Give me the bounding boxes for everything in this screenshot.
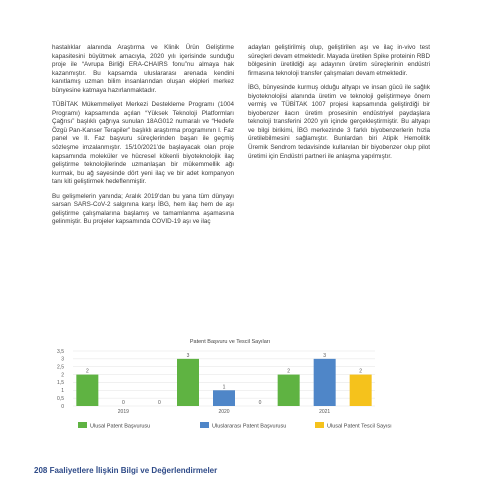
bar (177, 359, 199, 406)
left-text-column (52, 44, 234, 233)
paragraph: TÜBİTAK Mükemmeliyet Merkezi Destekleme Programı (1004 Programı) kapsamında açılan “Yüksek Teknoloji Platformları Çağrısı” başlıklı çağrıya sunulan 18AG012 numaralı ve “Hedefe Özgü Pan-Kanser Terapiler” başlıklı araştırma programının I. Faz panel ve II. Faz başvuru süreçlerinden başarı ile geçmiş sözleşme imzalanmıştır. 15/10/2021’de başlayacak olan proje kapsamında moleküler ve hücresel kökenli biyoteknolojik ilaç geliştirme teknolojilerinde uzmanlaşan bir mükemmellik ağı kurmak, bu ağ sayesinde dört yeni ilaç ve bir adet kompanyon tanı kiti geliştirmek hedeflenmiştir. (52, 101, 234, 186)
bar-value-label: 0 (258, 400, 262, 406)
bar-value-label: 0 (157, 400, 161, 406)
patent-bar-chart (40, 337, 392, 437)
bar (278, 375, 300, 406)
section-title: Faaliyetlere İlişkin Bilgi ve Değerlendirmeler (49, 466, 218, 475)
legend-label: Ulusal Patent Tescil Sayısı (327, 423, 392, 430)
x-tick-label: 2019 (117, 409, 129, 415)
x-axis-labels (118, 409, 331, 415)
x-tick-label: 2020 (218, 409, 230, 415)
legend (78, 422, 392, 430)
bar-value-label: 0 (121, 400, 125, 406)
paragraph: Bu gelişmelerin yanında; Aralık 2019’dan bu yana tüm dünyayı sarsan SARS-CoV-2 salgınına karşı İBG, hem ilaç hem de aşı geliştirme çalışmalarına başlamış ve tamamlanma aşamasına gelinmiştir. Bu projeler kapsamında COVID-19 aşı ve ilaç (52, 192, 234, 226)
paragraph: adayları geliştirilmiş olup, geliştirilen aşı ve ilaç in-vivo test süreçleri devam etmektedir. Mayada üretilen Spike proteinin RBD bölgesinin üretildiği aşı adayının üretim süreçlerinin endüstri firmasına teknoloji transfer çalışmaları devam etmektedir. (248, 44, 430, 77)
legend-label: Uluslararası Patent Başvurusu (212, 423, 287, 430)
right-text-column (248, 44, 430, 167)
bar (350, 375, 372, 406)
y-tick-label: 0 (61, 403, 64, 410)
bar-value-label: 2 (287, 368, 291, 375)
y-axis-ticks (57, 349, 64, 410)
bar-value-label: 1 (222, 384, 226, 391)
y-tick-label: 3,5 (57, 348, 64, 355)
x-tick-label: 2021 (319, 409, 331, 415)
chart-title: Patent Başvuru ve Tescil Sayıları (189, 339, 271, 345)
y-tick-label: 1,5 (57, 380, 64, 387)
y-tick-label: 2,5 (57, 364, 64, 371)
legend-label: Ulusal Patent Başvurusu (90, 423, 151, 430)
y-tick-label: 1 (61, 388, 64, 395)
legend-swatch (315, 422, 324, 428)
bar-value-label: 3 (186, 352, 190, 359)
bar-value-label: 2 (359, 368, 363, 375)
bar (314, 359, 336, 406)
legend-swatch (78, 422, 87, 428)
bar-value-label: 2 (85, 368, 89, 375)
legend-swatch (200, 422, 209, 428)
bar (213, 390, 235, 406)
y-tick-label: 3 (61, 356, 64, 363)
paragraph: İBG, bünyesinde kurmuş olduğu altyapı ve insan gücü ile sağlık biyoteknolojisi alanında üretim ve teknoloji geliştirmeye önem vermiş ve TÜBİTAK 1007 projesi kapsamında geliştirdiği bir biyobenzer ilacın üretim prosesinin endüstriyel paydaşlara teknoloji transferini 2020 yılı içinde gerçekleştirmiştir. Bu altyapı ve bilgi birikimi, İBG merkezinde 3 farklı biyobenzerlerin hızla üretilebilmesini sağlamıştır. Bunlardan biri Atipik Hemolitik Üremik Sendrom tedavisinde kullanılan bir biyobenzer olup pilot üretimi için Endüstri partneri ile anlaşma yapılmıştır. (248, 84, 430, 160)
page-number: 208 (34, 466, 48, 475)
paragraph: hastalıklar alanında Araştırma ve Klinik Ürün Geliştirme kapasitesini büyütmek amacıyla, 2020 yılı içerisinde sunduğu proje ile “Avrupa Birliği ERA-CHAIRS fonu”nu almaya hak kazanmıştır. Bu kapsamda uluslararası arenada kendini kanıtlamış uzman bilim insanlarından oluşan ekipleri merkez bünyesine katmaya hazırlanmaktadır. (52, 44, 234, 94)
bar (76, 375, 98, 406)
bar-value-label: 3 (323, 352, 327, 359)
page-footer (34, 466, 217, 475)
y-tick-label: 2 (61, 372, 64, 379)
y-tick-label: 0,5 (57, 395, 64, 402)
